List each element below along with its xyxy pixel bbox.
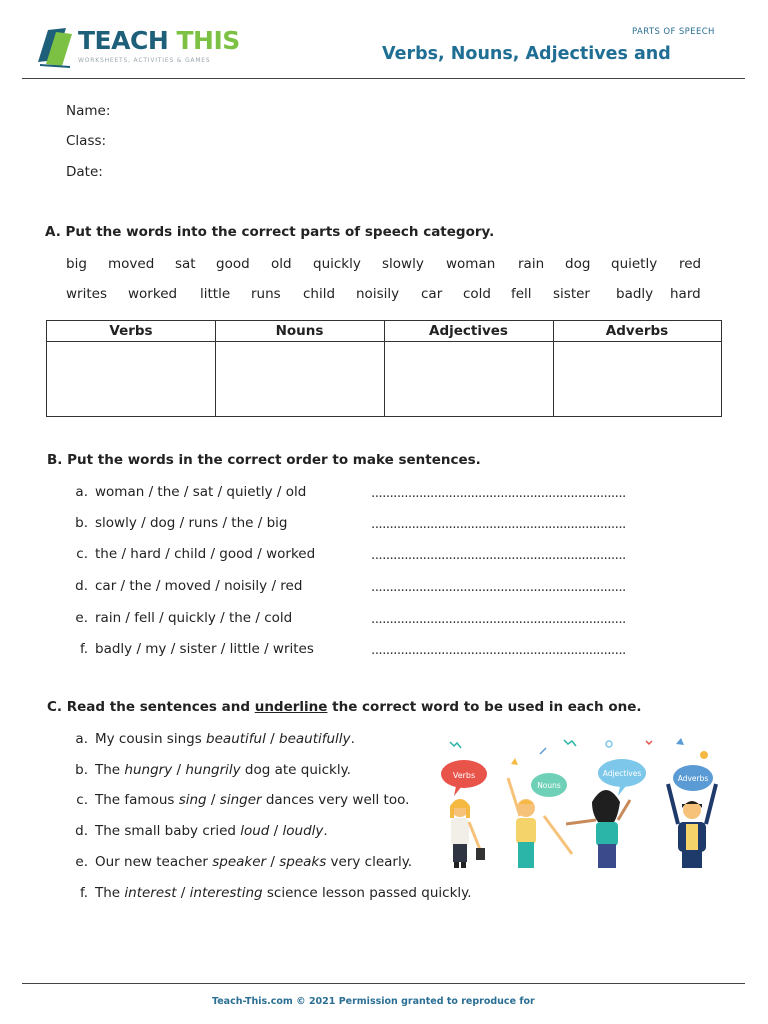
word-bank-word: sister: [553, 286, 590, 302]
section-a-heading: A. Put the words into the correct parts of speech category.: [45, 224, 495, 240]
word-bank-word: car: [421, 286, 443, 302]
class-field-label: Class:: [66, 133, 107, 149]
footer-copyright: Teach-This.com © 2021 Permission granted to reproduce for: [212, 996, 535, 1007]
word-choice[interactable]: hungrily: [185, 762, 241, 778]
sentence-text: .: [323, 823, 328, 839]
word-bank-word: cold: [463, 286, 492, 302]
people-speech-bubbles-illustration: [436, 736, 726, 870]
word-choice[interactable]: interesting: [189, 885, 263, 901]
item-letter: d.: [75, 823, 88, 839]
date-field-label: Date:: [66, 164, 103, 180]
jumbled-words: car / the / moved / noisily / red: [95, 578, 303, 594]
sentence-text: /: [176, 885, 190, 901]
item-letter: f.: [79, 641, 88, 657]
word-bank-word: badly: [616, 286, 654, 302]
table-divider: [384, 321, 385, 416]
sentence: [95, 731, 355, 747]
category-label: PARTS OF SPEECH: [632, 27, 715, 37]
sentence-text: science lesson passed quickly.: [262, 885, 472, 901]
sentence-text: The: [95, 762, 125, 778]
word-bank-word: dog: [565, 256, 591, 272]
word-bank-word: noisily: [356, 286, 400, 302]
item-letter: e.: [75, 610, 88, 626]
item-letter: a.: [75, 484, 88, 500]
word-bank-word: sat: [175, 256, 196, 272]
item-letter: c.: [76, 546, 88, 562]
sentence: [95, 885, 472, 901]
bubble-adjectives: Adjectives: [602, 769, 642, 778]
sentence-text: /: [269, 823, 283, 839]
item-letter: d.: [75, 578, 88, 594]
sentence-text: .: [350, 731, 355, 747]
logo-tagline: WORKSHEETS, ACTIVITIES & GAMES: [78, 57, 211, 64]
answer-line[interactable]: .....................................................................: [371, 516, 626, 532]
bubble-verbs: Verbs: [452, 771, 476, 780]
sentence: [95, 823, 328, 839]
header-divider: [22, 78, 745, 79]
word-choice[interactable]: beautiful: [206, 731, 266, 747]
sentence-text: /: [265, 731, 279, 747]
sentence-text: The famous: [95, 792, 179, 808]
sentence-text: My cousin sings: [95, 731, 207, 747]
jumbled-words: rain / fell / quickly / the / cold: [95, 610, 293, 626]
word-bank-word: woman: [446, 256, 496, 272]
jumbled-words: slowly / dog / runs / the / big: [95, 515, 288, 531]
sentence-text: /: [206, 792, 220, 808]
answer-line[interactable]: .....................................................................: [371, 547, 626, 563]
page-title: Verbs, Nouns, Adjectives and: [382, 44, 671, 64]
sentence: [95, 854, 412, 870]
sentence-text: Our new teacher: [95, 854, 213, 870]
logo-wordmark: TEACH THIS: [78, 26, 240, 55]
answer-line[interactable]: .....................................................................: [371, 579, 626, 595]
name-field-label: Name:: [66, 103, 111, 119]
word-choice[interactable]: beautifully: [279, 731, 351, 747]
table-divider: [215, 321, 216, 416]
item-letter: a.: [75, 731, 88, 747]
word-choice[interactable]: hungry: [124, 762, 173, 778]
word-bank-word: good: [216, 256, 250, 272]
sentence: [95, 792, 409, 808]
word-bank-word: quietly: [611, 256, 658, 272]
word-choice[interactable]: sing: [178, 792, 207, 808]
word-bank-word: quickly: [313, 256, 361, 272]
bubble-nouns: Nouns: [537, 781, 561, 790]
sentence-text: dog ate quickly.: [240, 762, 351, 778]
word-bank-word: old: [271, 256, 292, 272]
word-bank-word: big: [66, 256, 87, 272]
item-letter: e.: [75, 854, 88, 870]
item-letter: f.: [79, 885, 88, 901]
table-divider: [553, 321, 554, 416]
word-choice[interactable]: loudly: [282, 823, 324, 839]
word-choice[interactable]: speaks: [279, 854, 327, 870]
column-header-nouns: Nouns: [215, 321, 384, 342]
jumbled-words: woman / the / sat / quietly / old: [95, 484, 307, 500]
section-b-heading: B. Put the words in the correct order to make sentences.: [47, 452, 481, 468]
word-bank-word: slowly: [382, 256, 424, 272]
word-bank-word: moved: [108, 256, 155, 272]
word-bank-word: hard: [670, 286, 701, 302]
word-choice[interactable]: singer: [219, 792, 262, 808]
footer-divider: [22, 983, 745, 984]
sentence-text: dances very well too.: [261, 792, 410, 808]
word-bank-word: rain: [518, 256, 545, 272]
column-header-verbs: Verbs: [47, 321, 215, 342]
answer-line[interactable]: .....................................................................: [371, 642, 626, 658]
word-bank-word: red: [679, 256, 702, 272]
word-bank-word: runs: [251, 286, 281, 302]
sentence-text: /: [266, 854, 280, 870]
item-letter: b.: [75, 762, 88, 778]
column-header-adjectives: Adjectives: [384, 321, 553, 342]
word-bank-word: fell: [511, 286, 532, 302]
column-header-adverbs: Adverbs: [553, 321, 721, 342]
sentence: [95, 762, 351, 778]
item-letter: b.: [75, 515, 88, 531]
sentence-text: /: [172, 762, 186, 778]
bubble-adverbs: Adverbs: [677, 774, 709, 783]
jumbled-words: badly / my / sister / little / writes: [95, 641, 314, 657]
word-bank-word: worked: [128, 286, 178, 302]
section-c-heading: C. Read the sentences and underline the correct word to be used in each one.: [47, 699, 642, 715]
word-bank-word: child: [303, 286, 336, 302]
word-choice[interactable]: interest: [124, 885, 177, 901]
parts-of-speech-table: [46, 320, 722, 417]
item-letter: c.: [76, 792, 88, 808]
word-choice[interactable]: speaker: [212, 854, 267, 870]
word-bank-word: little: [200, 286, 231, 302]
sentence-text: The: [95, 885, 125, 901]
sentence-text: very clearly.: [326, 854, 413, 870]
jumbled-words: the / hard / child / good / worked: [95, 546, 316, 562]
word-choice[interactable]: loud: [240, 823, 270, 839]
word-bank-word: writes: [66, 286, 107, 302]
answer-line[interactable]: .....................................................................: [371, 485, 626, 501]
sentence-text: The small baby cried: [95, 823, 241, 839]
answer-line[interactable]: .....................................................................: [371, 611, 626, 627]
